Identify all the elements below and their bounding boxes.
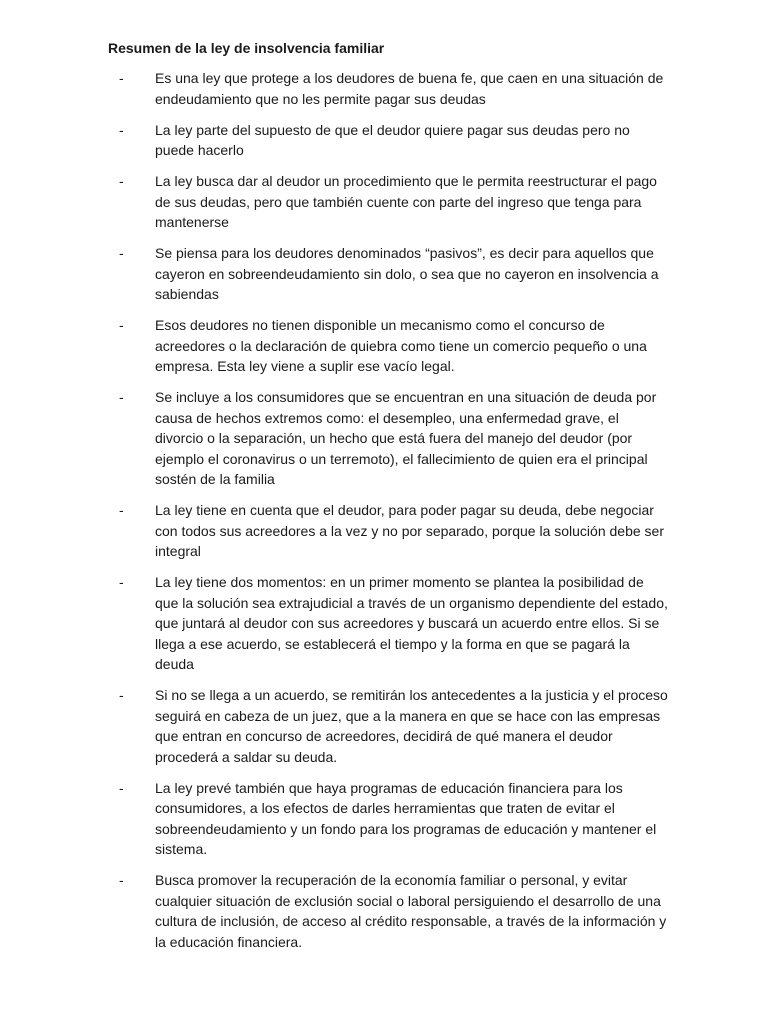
bullet-item bbox=[108, 572, 668, 675]
bullet-text: La ley parte del supuesto de que el deudor quiere pagar sus deudas pero no puede hacerlo bbox=[155, 121, 630, 158]
bullet-dash: - bbox=[119, 574, 124, 590]
bullet-item bbox=[108, 870, 668, 952]
bullet-text: Es una ley que protege a los deudores de buena fe, que caen en una situación de endeudamiento que no les permite pagar sus deudas bbox=[155, 70, 664, 107]
bullet-item bbox=[108, 171, 668, 233]
bullet-text: Se incluye a los consumidores que se encuentran en una situación de deuda por causa de hechos extremos como: el desempleo, una enfermedad grave, el divorcio o la separación, un hecho que está fuera del manejo del deudor (por ejemplo el coronavirus o un terremoto), el fallecimiento de quien era el principal sostén de la familia bbox=[155, 389, 657, 487]
bullet-dash: - bbox=[119, 872, 124, 888]
bullet-dash: - bbox=[119, 779, 124, 796]
bullet-dash: - bbox=[119, 245, 124, 261]
bullet-text: Se piensa para los deudores denominados “pasivos”, es decir para aquellos que cayeron en sobreendeudamiento sin dolo, o sea que no cayeron en insolvencia a sabiendas bbox=[155, 245, 659, 302]
bullet-dash: - bbox=[119, 687, 124, 703]
bullet-item bbox=[108, 500, 668, 562]
bullet-dash: - bbox=[119, 173, 124, 189]
bullet-item bbox=[108, 315, 668, 377]
bullet-list bbox=[108, 68, 668, 952]
bullet-text: Busca promover la recuperación de la economía familiar o personal, y evitar cualquier situación de exclusión social o laboral persiguiendo el desarrollo de una cultura de inclusión, de acceso al crédito responsable, a través de la información y la educación financiera. bbox=[155, 872, 667, 950]
bullet-item bbox=[108, 778, 668, 860]
bullet-dash: - bbox=[119, 70, 124, 86]
bullet-dash: - bbox=[119, 121, 124, 138]
document-title: Resumen de la ley de insolvencia familiar bbox=[108, 40, 385, 56]
bullet-item bbox=[108, 68, 668, 109]
bullet-text: Esos deudores no tienen disponible un mecanismo como el concurso de acreedores o la declaración de quiebra como tiene un comercio pequeño o una empresa. Esta ley viene a suplir ese vacío legal. bbox=[155, 317, 647, 374]
bullet-dash: - bbox=[119, 317, 124, 333]
bullet-item bbox=[108, 120, 668, 161]
bullet-text: La ley prevé también que haya programas de educación financiera para los consumidores, a los efectos de darles herramientas que traten de evitar el sobreendeudamiento y un fondo para los programas de educación y mantener el sistema. bbox=[155, 779, 657, 857]
bullet-text: Si no se llega a un acuerdo, se remitirán los antecedentes a la justicia y el proceso seguirá en cabeza de un juez, que a la manera en que se hace con las empresas que entran en concurso de acreedores, decidirá de qué manera el deudor procederá a saldar su deuda. bbox=[155, 687, 668, 765]
bullet-dash: - bbox=[119, 389, 124, 405]
bullet-item bbox=[108, 685, 668, 767]
bullet-text: La ley tiene en cuenta que el deudor, para poder pagar su deuda, debe negociar con todos sus acreedores a la vez y no por separado, porque la solución debe ser integral bbox=[155, 502, 664, 559]
bullet-text: La ley busca dar al deudor un procedimiento que le permita reestructurar el pago de sus deudas, pero que también cuente con parte del ingreso que tenga para mantenerse bbox=[155, 173, 657, 230]
bullet-dash: - bbox=[119, 502, 124, 518]
bullet-item bbox=[108, 243, 668, 305]
bullet-item bbox=[108, 387, 668, 490]
bullet-text: La ley tiene dos momentos: en un primer momento se plantea la posibilidad de que la solución sea extrajudicial a través de un organismo dependiente del estado, que juntará al deudor con sus acreedores y buscará un acuerdo entre ellos. Si se llega a ese acuerdo, se establecerá el tiempo y la forma en que se pagará la deuda bbox=[155, 574, 668, 672]
